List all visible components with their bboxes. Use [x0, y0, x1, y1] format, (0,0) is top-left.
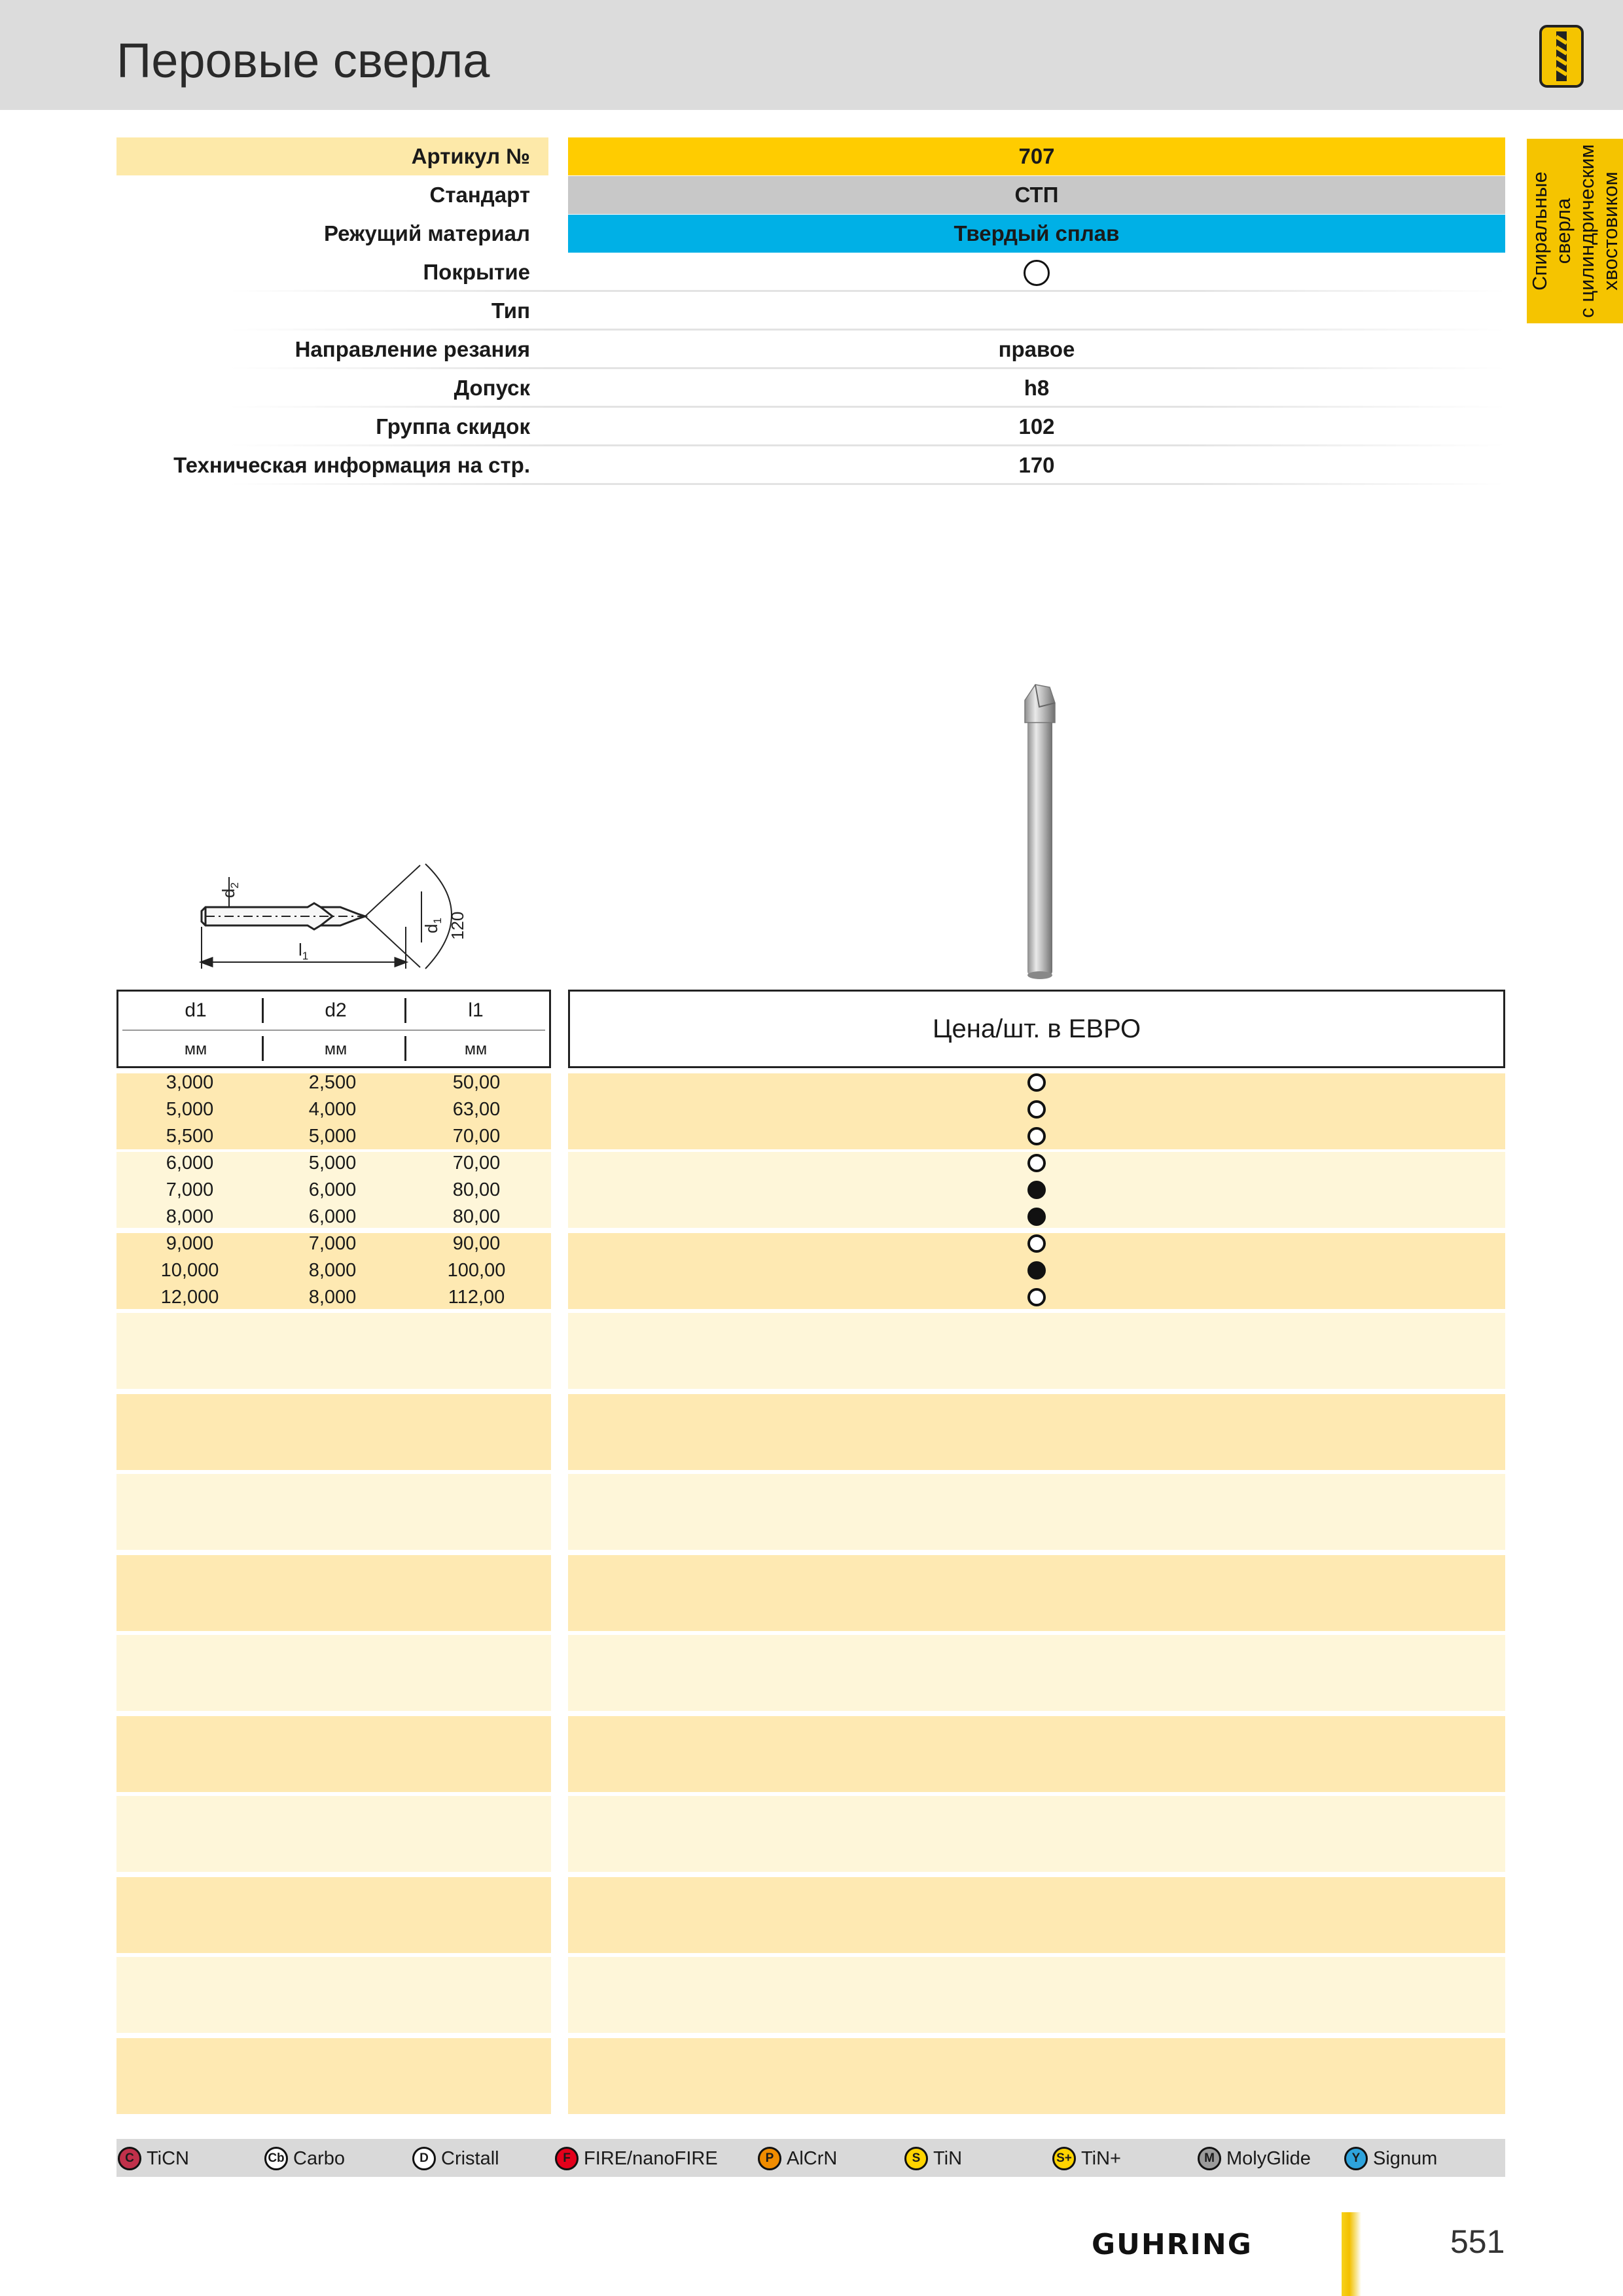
spec-value: СТП	[568, 176, 1505, 214]
legend-item	[904, 2145, 962, 2172]
cell-d1: 3,000	[166, 1072, 214, 1093]
cell-d2: 8,000	[308, 1260, 357, 1281]
legend-label: Signum	[1373, 2147, 1438, 2169]
coating-badge-icon: C	[118, 2147, 141, 2170]
legend-label: TiCN	[147, 2147, 189, 2169]
spec-label: Покрытие	[423, 260, 530, 284]
page-title: Перовые сверла	[116, 33, 490, 88]
header-rule	[122, 1030, 545, 1031]
availability-open-icon	[1027, 1288, 1046, 1306]
page-number: 551	[1450, 2223, 1505, 2260]
col-separator	[404, 1036, 406, 1061]
cell-d2: 2,500	[308, 1072, 357, 1093]
availability-open-icon	[1027, 1073, 1046, 1092]
cell-l1: 112,00	[448, 1287, 505, 1308]
drawing-label-d1: d	[421, 924, 441, 933]
table-band	[116, 1474, 551, 1550]
coating-badge-icon: P	[758, 2147, 781, 2170]
spec-label: Группа скидок	[376, 414, 530, 439]
legend-label: MolyGlide	[1226, 2147, 1311, 2169]
spec-label: Артикул №	[411, 144, 530, 168]
coating-badge-icon: S+	[1052, 2147, 1076, 2170]
drawing-label-d2: d	[219, 888, 238, 898]
table-band	[568, 1877, 1505, 1953]
col-header-d2: d2	[325, 999, 347, 1021]
cell-d2: 7,000	[308, 1233, 357, 1254]
svg-text:d1	[421, 918, 444, 933]
table-band	[116, 1313, 551, 1389]
cell-d1: 8,000	[166, 1206, 214, 1227]
legend-label: TiN	[933, 2147, 963, 2169]
drill-bit-icon	[1539, 25, 1584, 88]
legend-item	[1198, 2145, 1311, 2172]
coating-badge-icon: M	[1198, 2147, 1221, 2170]
spec-label: Тип	[491, 298, 530, 323]
table-band	[568, 1555, 1505, 1631]
table-band	[568, 1313, 1505, 1389]
cell-d2: 4,000	[308, 1099, 357, 1120]
cell-d2: 5,000	[308, 1153, 357, 1174]
availability-filled-icon	[1027, 1261, 1046, 1280]
drawing-label-angle: 120	[448, 911, 467, 940]
table-band	[116, 1555, 551, 1631]
drawing-label-l1: l	[298, 940, 302, 960]
product-image	[1013, 681, 1065, 982]
cell-d2: 6,000	[308, 1179, 357, 1200]
cell-d2: 5,000	[308, 1126, 357, 1147]
price-header: Цена/шт. в ЕВРО	[568, 990, 1505, 1068]
col-separator	[404, 998, 406, 1023]
spec-label: Направление резания	[294, 337, 530, 361]
cell-l1: 70,00	[452, 1126, 501, 1147]
cell-d1: 7,000	[166, 1179, 214, 1200]
col-unit-d1: мм	[184, 1040, 207, 1058]
availability-open-icon	[1027, 1234, 1046, 1253]
table-band	[116, 1716, 551, 1792]
table-band	[116, 1877, 551, 1953]
table-band	[568, 2038, 1505, 2114]
legend-item	[758, 2145, 837, 2172]
col-separator	[262, 1036, 264, 1061]
table-band	[116, 1796, 551, 1872]
legend-label: FIRE/nanoFIRE	[584, 2147, 718, 2169]
svg-text:d2	[219, 882, 241, 898]
legend-item	[555, 2145, 718, 2172]
cell-l1: 80,00	[452, 1179, 501, 1200]
legend-item	[1344, 2145, 1437, 2172]
cell-d2: 8,000	[308, 1287, 357, 1308]
legend-label: AlCrN	[787, 2147, 838, 2169]
col-unit-l1: мм	[464, 1040, 488, 1058]
cell-d2: 6,000	[308, 1206, 357, 1227]
table-band	[116, 1957, 551, 2033]
availability-open-icon	[1027, 1100, 1046, 1119]
cell-d1: 6,000	[166, 1153, 214, 1174]
table-band	[568, 1394, 1505, 1470]
spec-label: Техническая информация на стр.	[173, 453, 530, 477]
availability-filled-icon	[1027, 1181, 1046, 1199]
legend-item	[118, 2145, 189, 2172]
table-band	[116, 1394, 551, 1470]
cell-d1: 5,000	[166, 1099, 214, 1120]
legend-item	[412, 2145, 499, 2172]
cell-d1: 9,000	[166, 1233, 214, 1254]
spec-value: 170	[1018, 453, 1055, 477]
spec-label: Стандарт	[429, 183, 530, 207]
cell-l1: 50,00	[452, 1072, 501, 1093]
cell-l1: 80,00	[452, 1206, 501, 1227]
side-tab-line: Спиральные сверла	[1527, 171, 1575, 291]
coating-badge-icon: Cb	[264, 2147, 288, 2170]
dimensions-header	[116, 990, 551, 1068]
technical-drawing	[190, 851, 497, 982]
drawing-label-l1-sub: 1	[302, 950, 309, 962]
open-circle-icon	[1024, 260, 1050, 286]
spec-row-divider	[229, 483, 1505, 485]
legend-label: Carbo	[293, 2147, 345, 2169]
col-header-l1: l1	[468, 999, 484, 1021]
spec-value	[568, 292, 1505, 330]
legend-label: Cristall	[441, 2147, 499, 2169]
col-header-d1: d1	[185, 999, 207, 1021]
legend-label: TiN+	[1081, 2147, 1121, 2169]
brand-logo: GUHRING	[1092, 2228, 1253, 2261]
coating-badge-icon: F	[555, 2147, 579, 2170]
svg-text:l1	[298, 940, 308, 962]
legend-item	[264, 2145, 345, 2172]
drawing-label-d1-sub: 1	[431, 918, 444, 924]
footer-accent	[1342, 2212, 1361, 2296]
availability-open-icon	[1027, 1127, 1046, 1145]
availability-filled-icon	[1027, 1208, 1046, 1226]
table-band	[568, 1957, 1505, 2033]
availability-open-icon	[1027, 1154, 1046, 1172]
spec-value: Твердый сплав	[568, 215, 1505, 253]
table-band	[568, 1716, 1505, 1792]
cell-d1: 12,000	[160, 1287, 219, 1308]
legend-item	[1052, 2145, 1121, 2172]
cell-d1: 10,000	[160, 1260, 219, 1281]
cell-d1: 5,500	[166, 1126, 214, 1147]
table-band	[116, 2038, 551, 2114]
side-tab-line: с цилиндрическим	[1575, 144, 1598, 318]
spec-value: 102	[1018, 414, 1055, 439]
spec-label: Режущий материал	[323, 221, 530, 245]
spec-label: Допуск	[454, 376, 530, 400]
table-band	[568, 1474, 1505, 1550]
coating-badge-icon: S	[904, 2147, 928, 2170]
table-band	[568, 1796, 1505, 1872]
table-band	[568, 1635, 1505, 1711]
spec-value: правое	[998, 337, 1075, 361]
table-band	[116, 1635, 551, 1711]
side-tab-line: хвостовиком	[1598, 171, 1622, 291]
drawing-label-d2-sub: 2	[228, 882, 241, 889]
cell-l1: 90,00	[452, 1233, 501, 1254]
cell-l1: 70,00	[452, 1153, 501, 1174]
header-divider	[0, 110, 1623, 114]
side-tab-category[interactable]	[1527, 139, 1623, 323]
spec-value: h8	[1024, 376, 1050, 400]
coating-badge-icon: Y	[1344, 2147, 1368, 2170]
cell-l1: 63,00	[452, 1099, 501, 1120]
coating-badge-icon: D	[412, 2147, 436, 2170]
col-separator	[262, 998, 264, 1023]
col-unit-d2: мм	[324, 1040, 348, 1058]
cell-l1: 100,00	[447, 1260, 506, 1281]
spec-value: 707	[568, 137, 1505, 175]
